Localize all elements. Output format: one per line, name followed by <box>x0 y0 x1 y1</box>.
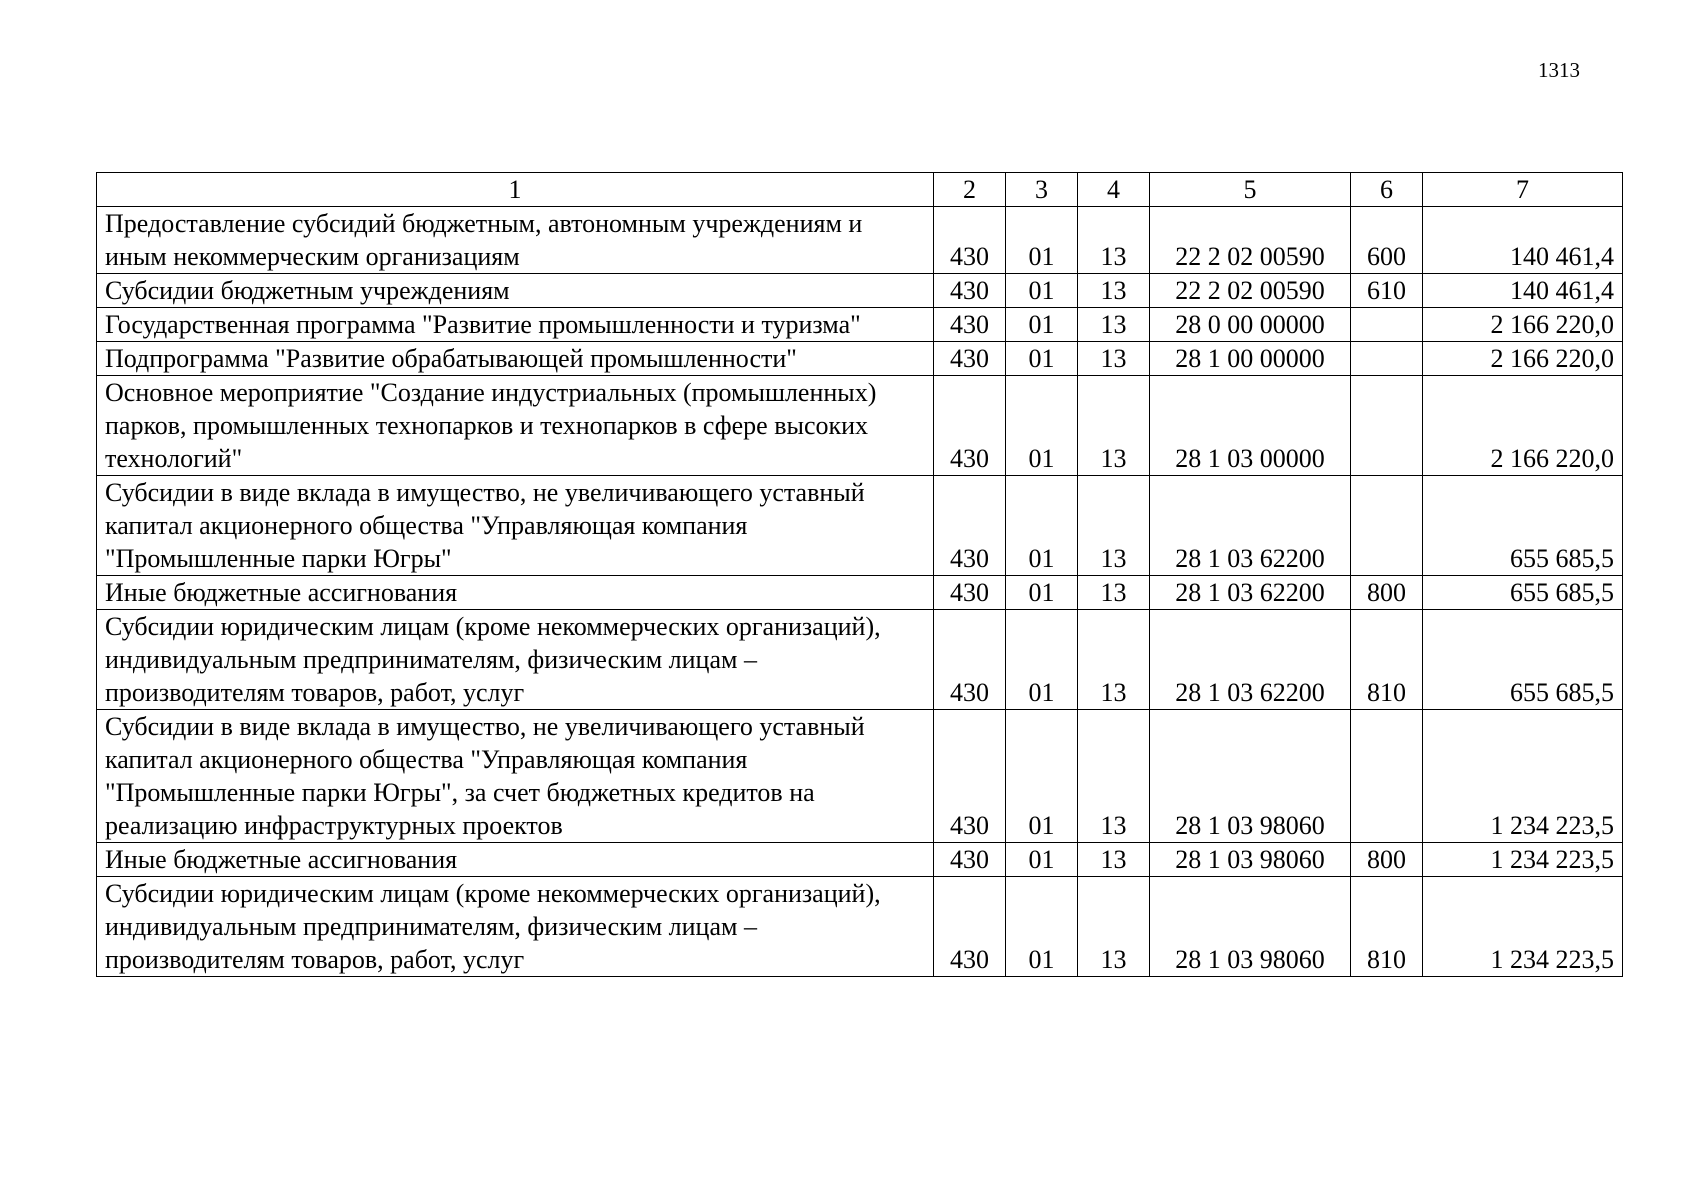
cell-amount: 1 234 223,5 <box>1423 843 1623 877</box>
cell-ministry-code: 430 <box>934 308 1006 342</box>
cell-target-article: 22 2 02 00590 <box>1150 274 1351 308</box>
cell-amount: 655 685,5 <box>1423 476 1623 576</box>
table-row <box>97 308 1623 342</box>
column-header: 5 <box>1150 173 1351 207</box>
cell-target-article: 28 0 00 00000 <box>1150 308 1351 342</box>
cell-expense-type <box>1351 710 1423 843</box>
cell-target-article: 28 1 03 00000 <box>1150 376 1351 476</box>
cell-ministry-code: 430 <box>934 376 1006 476</box>
cell-section: 01 <box>1006 843 1078 877</box>
cell-name: Иные бюджетные ассигнования <box>97 576 934 610</box>
cell-name: Субсидии бюджетным учреждениям <box>97 274 934 308</box>
cell-expense-type <box>1351 376 1423 476</box>
cell-ministry-code: 430 <box>934 710 1006 843</box>
cell-name: Государственная программа "Развитие промышленности и туризма" <box>97 308 934 342</box>
column-header: 1 <box>97 173 934 207</box>
cell-name: Субсидии в виде вклада в имущество, не увеличивающего уставный капитал акционерного общества "Управляющая компания "Промышленные парки Югры", за счет бюджетных кредитов на реализацию инфраструктурных проектов <box>97 710 934 843</box>
table-row <box>97 207 1623 274</box>
cell-section: 01 <box>1006 274 1078 308</box>
cell-subsection: 13 <box>1078 308 1150 342</box>
cell-ministry-code: 430 <box>934 610 1006 710</box>
cell-section: 01 <box>1006 342 1078 376</box>
cell-name: Субсидии юридическим лицам (кроме некоммерческих организаций), индивидуальным предпринимателям, физическим лицам – производителям товаров, работ, услуг <box>97 877 934 977</box>
cell-subsection: 13 <box>1078 710 1150 843</box>
cell-section: 01 <box>1006 877 1078 977</box>
cell-name: Иные бюджетные ассигнования <box>97 843 934 877</box>
table-row <box>97 274 1623 308</box>
column-header: 7 <box>1423 173 1623 207</box>
cell-expense-type: 800 <box>1351 576 1423 610</box>
cell-target-article: 22 2 02 00590 <box>1150 207 1351 274</box>
cell-subsection: 13 <box>1078 877 1150 977</box>
cell-name: Основное мероприятие "Создание индустриальных (промышленных) парков, промышленных технопарков и технопарков в сфере высоких технологий" <box>97 376 934 476</box>
column-header: 6 <box>1351 173 1423 207</box>
table-row <box>97 576 1623 610</box>
table-body <box>97 207 1623 977</box>
table-row <box>97 843 1623 877</box>
cell-section: 01 <box>1006 710 1078 843</box>
cell-expense-type: 810 <box>1351 610 1423 710</box>
table-row <box>97 710 1623 843</box>
cell-expense-type <box>1351 342 1423 376</box>
cell-subsection: 13 <box>1078 610 1150 710</box>
cell-target-article: 28 1 03 98060 <box>1150 877 1351 977</box>
table-row <box>97 342 1623 376</box>
cell-section: 01 <box>1006 207 1078 274</box>
column-header: 4 <box>1078 173 1150 207</box>
table-header <box>97 173 1623 207</box>
cell-amount: 655 685,5 <box>1423 610 1623 710</box>
cell-ministry-code: 430 <box>934 877 1006 977</box>
cell-ministry-code: 430 <box>934 843 1006 877</box>
cell-expense-type: 600 <box>1351 207 1423 274</box>
cell-expense-type: 810 <box>1351 877 1423 977</box>
column-header: 2 <box>934 173 1006 207</box>
cell-section: 01 <box>1006 576 1078 610</box>
cell-name: Подпрограмма "Развитие обрабатывающей промышленности" <box>97 342 934 376</box>
cell-amount: 140 461,4 <box>1423 207 1623 274</box>
cell-expense-type <box>1351 308 1423 342</box>
cell-amount: 655 685,5 <box>1423 576 1623 610</box>
cell-target-article: 28 1 00 00000 <box>1150 342 1351 376</box>
cell-section: 01 <box>1006 376 1078 476</box>
cell-name: Субсидии в виде вклада в имущество, не увеличивающего уставный капитал акционерного общества "Управляющая компания "Промышленные парки Югры" <box>97 476 934 576</box>
cell-target-article: 28 1 03 62200 <box>1150 476 1351 576</box>
cell-ministry-code: 430 <box>934 476 1006 576</box>
cell-amount: 2 166 220,0 <box>1423 342 1623 376</box>
table-row <box>97 376 1623 476</box>
cell-amount: 1 234 223,5 <box>1423 710 1623 843</box>
cell-amount: 2 166 220,0 <box>1423 308 1623 342</box>
table-row <box>97 476 1623 576</box>
cell-ministry-code: 430 <box>934 342 1006 376</box>
table-row <box>97 610 1623 710</box>
page-number: 1313 <box>1538 58 1580 82</box>
cell-name: Предоставление субсидий бюджетным, автономным учреждениям и иным некоммерческим организациям <box>97 207 934 274</box>
cell-target-article: 28 1 03 98060 <box>1150 710 1351 843</box>
cell-section: 01 <box>1006 610 1078 710</box>
cell-expense-type: 800 <box>1351 843 1423 877</box>
cell-target-article: 28 1 03 98060 <box>1150 843 1351 877</box>
cell-subsection: 13 <box>1078 576 1150 610</box>
cell-section: 01 <box>1006 308 1078 342</box>
cell-subsection: 13 <box>1078 274 1150 308</box>
header-row <box>97 173 1623 207</box>
cell-amount: 140 461,4 <box>1423 274 1623 308</box>
cell-ministry-code: 430 <box>934 274 1006 308</box>
cell-amount: 1 234 223,5 <box>1423 877 1623 977</box>
cell-subsection: 13 <box>1078 843 1150 877</box>
cell-expense-type: 610 <box>1351 274 1423 308</box>
cell-section: 01 <box>1006 476 1078 576</box>
cell-ministry-code: 430 <box>934 576 1006 610</box>
cell-amount: 2 166 220,0 <box>1423 376 1623 476</box>
cell-target-article: 28 1 03 62200 <box>1150 576 1351 610</box>
cell-subsection: 13 <box>1078 207 1150 274</box>
cell-subsection: 13 <box>1078 376 1150 476</box>
column-header: 3 <box>1006 173 1078 207</box>
cell-subsection: 13 <box>1078 342 1150 376</box>
cell-name: Субсидии юридическим лицам (кроме некоммерческих организаций), индивидуальным предпринимателям, физическим лицам – производителям товаров, работ, услуг <box>97 610 934 710</box>
cell-target-article: 28 1 03 62200 <box>1150 610 1351 710</box>
budget-table <box>96 172 1623 977</box>
table-row <box>97 877 1623 977</box>
cell-expense-type <box>1351 476 1423 576</box>
cell-subsection: 13 <box>1078 476 1150 576</box>
cell-ministry-code: 430 <box>934 207 1006 274</box>
